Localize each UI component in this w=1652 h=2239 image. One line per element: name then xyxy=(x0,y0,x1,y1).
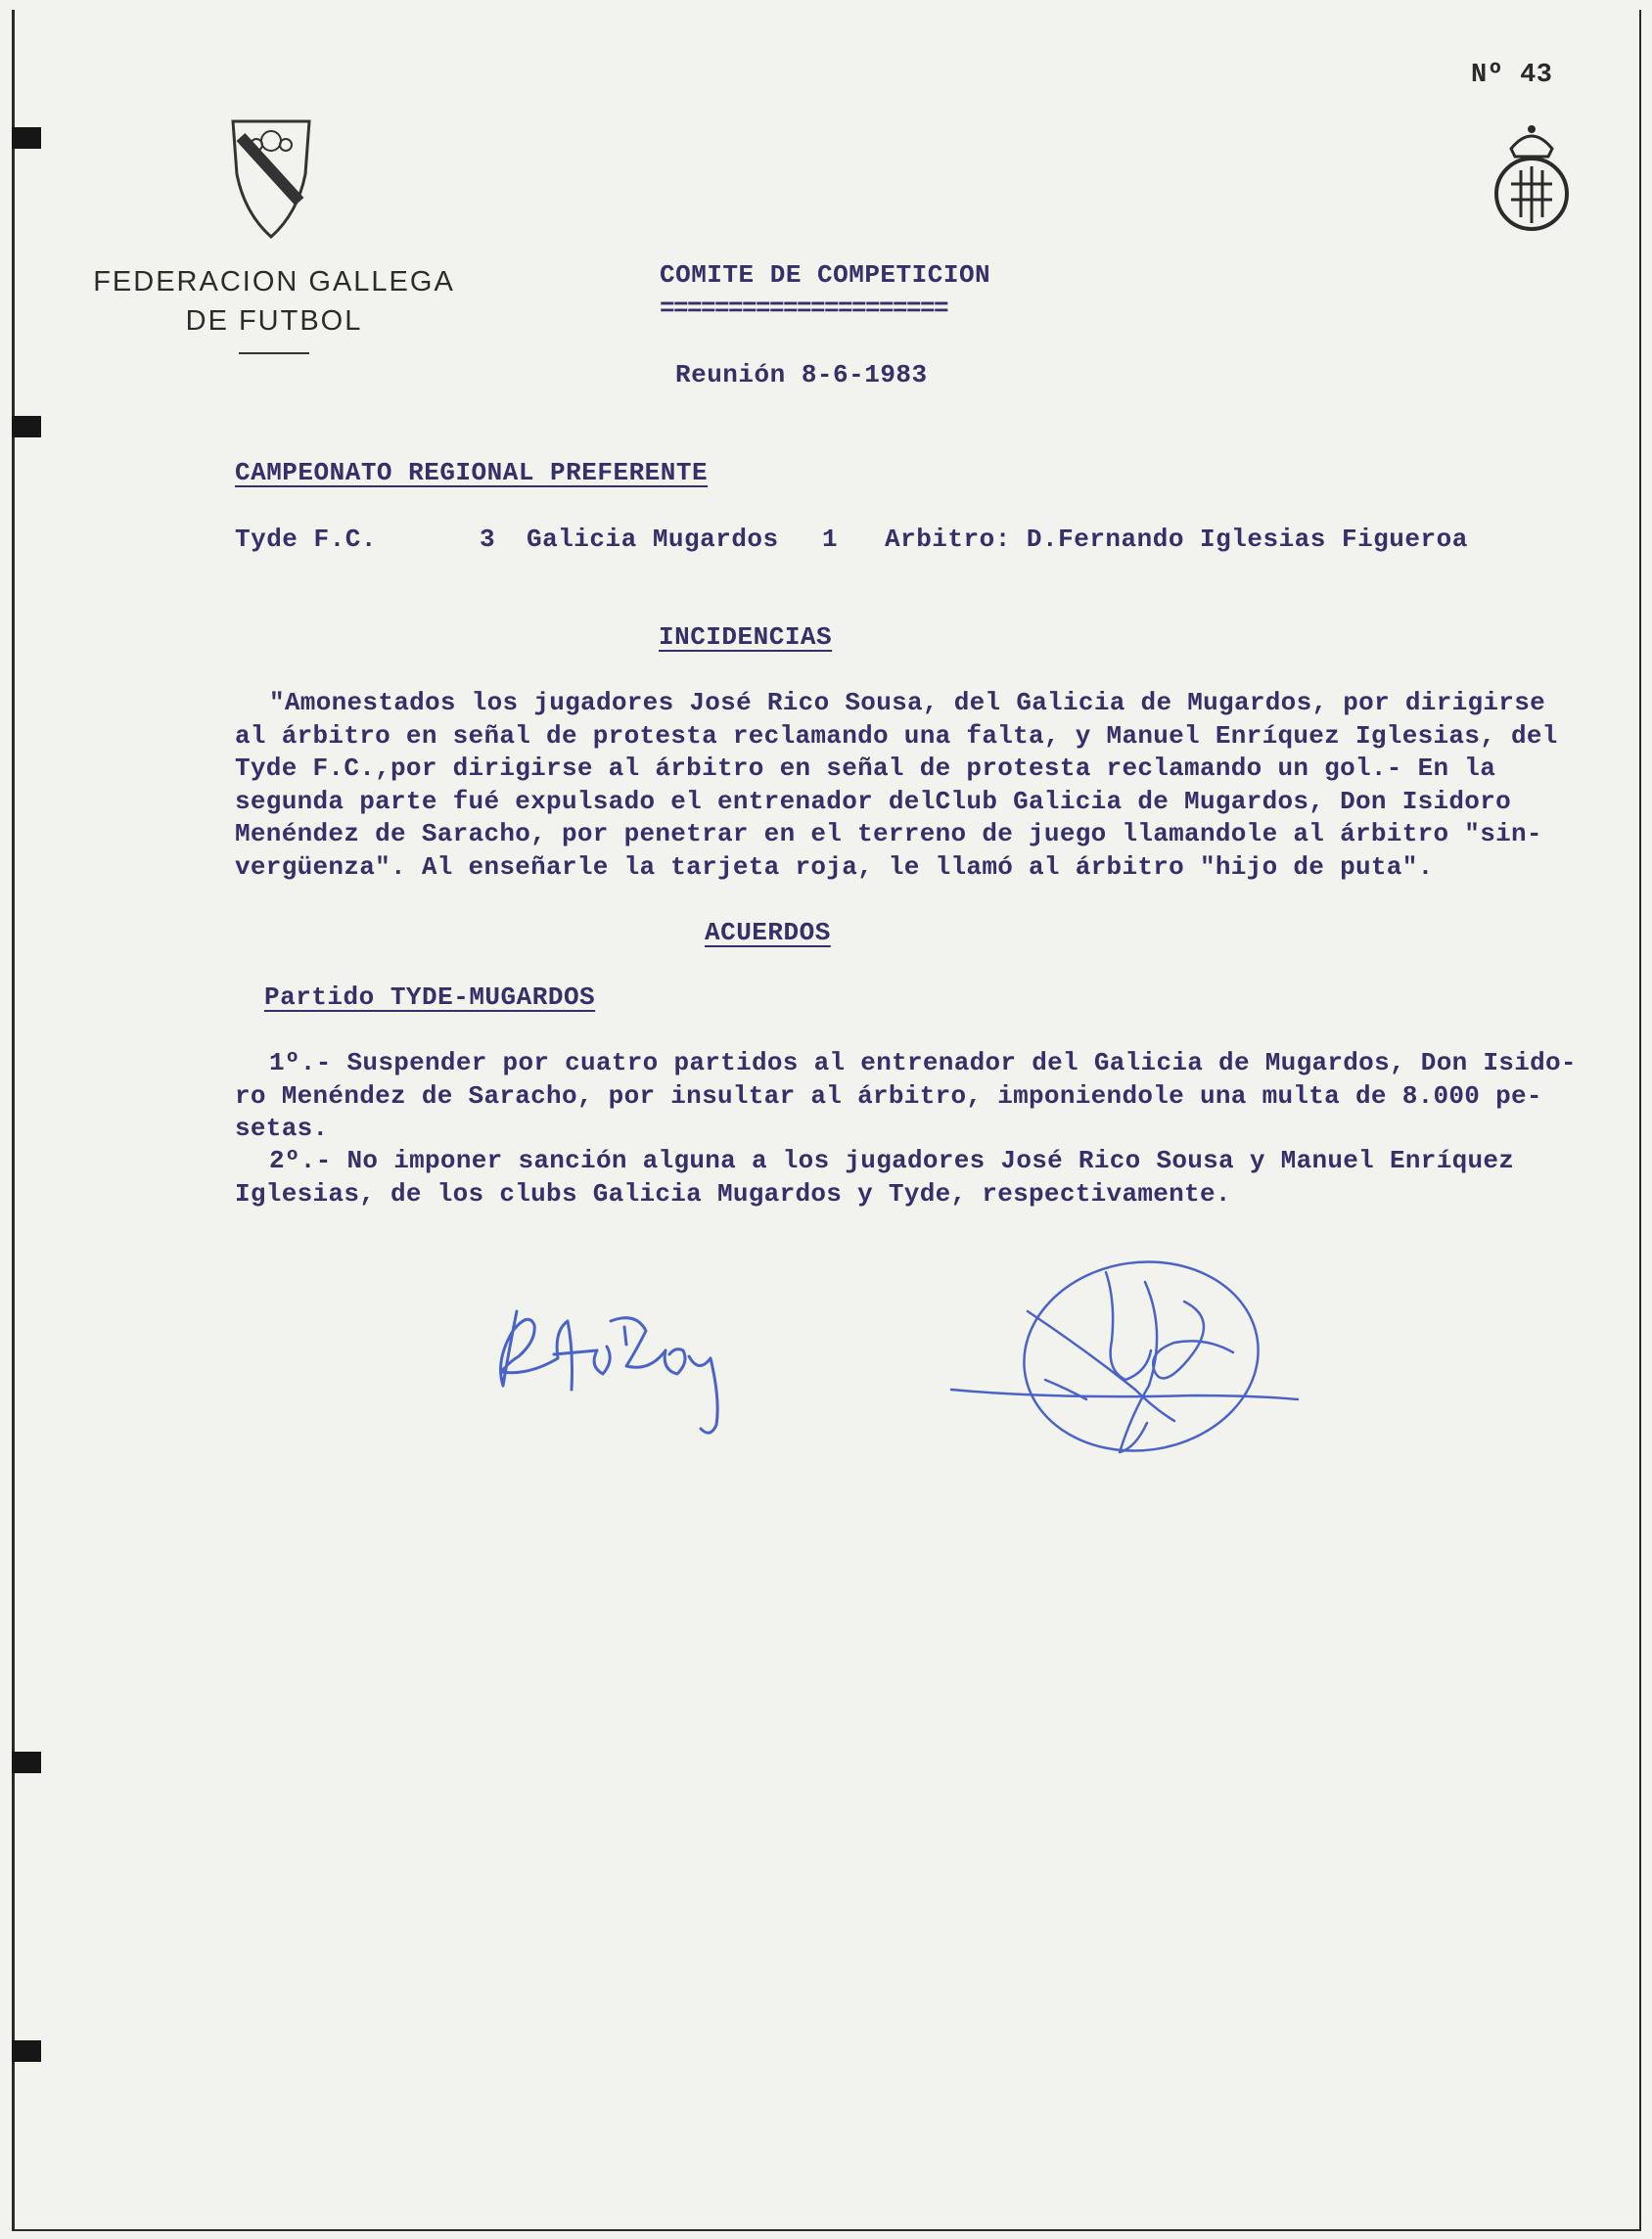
punch-mark xyxy=(12,416,41,437)
away-team: Galicia Mugardos xyxy=(527,525,779,554)
incidencias-line: Menéndez de Saracho, por penetrar en el terreno de juego llamandole al árbitro "sin- xyxy=(235,819,1542,848)
signature-right xyxy=(940,1243,1311,1478)
document-number: Nº 43 xyxy=(1471,61,1553,90)
federation-name xyxy=(69,262,480,341)
incidencias-line: segunda parte fué expulsado el entrenador delClub Galicia de Mugardos, Don Isidoro xyxy=(235,786,1512,816)
incidencias-line: vergüenza". Al enseñarle la tarjeta roja, le llamó al árbitro "hijo de puta". xyxy=(235,851,1434,882)
federation-line-1: FEDERACION GALLEGA xyxy=(93,266,455,297)
signature-left xyxy=(489,1292,783,1458)
royal-crown-crest-icon xyxy=(1490,119,1574,235)
incidencias-heading: INCIDENCIAS xyxy=(659,622,833,652)
resolution-line: setas. xyxy=(235,1114,329,1143)
incidencias-line: Tyde F.C.,por dirigirse al árbitro en señal de protesta reclamando un gol.- En la xyxy=(235,754,1496,783)
resolution-line: Iglesias, de los clubs Galicia Mugardos y Tyde, respectivamente. xyxy=(235,1178,1231,1209)
resolution-2 xyxy=(235,1145,1514,1211)
incidencias-paragraph xyxy=(235,687,1558,884)
committee-rule: ===================== xyxy=(660,294,948,323)
incidencias-line: "Amonestados los jugadores José Rico Sousa, del Galicia de Mugardos, por dirigirse xyxy=(269,688,1546,717)
championship-title: CAMPEONATO REGIONAL PREFERENTE xyxy=(235,458,709,487)
home-team: Tyde F.C. xyxy=(235,525,377,554)
resolution-1 xyxy=(235,1047,1577,1146)
resolution-line: 1º.- Suspender por cuatro partidos al entrenador del Galicia de Mugardos, Don Isido- xyxy=(269,1048,1577,1077)
federation-rule xyxy=(239,352,309,354)
punch-mark xyxy=(12,1752,41,1773)
meeting-date: Reunión 8-6-1983 xyxy=(675,360,928,389)
punch-mark xyxy=(12,127,41,149)
incidencias-line: al árbitro en señal de protesta reclamando una falta, y Manuel Enríquez Iglesias, del xyxy=(235,720,1558,751)
federation-line-2: DE FUTBOL xyxy=(185,305,363,337)
committee-title: COMITE DE COMPETICION xyxy=(660,260,991,290)
away-score: 1 xyxy=(822,525,839,554)
resolution-line: ro Menéndez de Saracho, por insultar al árbitro, imponiendole una multa de 8.000 pe- xyxy=(235,1080,1542,1111)
federation-crest-icon xyxy=(227,115,315,243)
home-score: 3 xyxy=(480,525,496,554)
referee: Arbitro: D.Fernando Iglesias Figueroa xyxy=(885,525,1468,554)
resolution-line: 2º.- No imponer sanción alguna a los jugadores José Rico Sousa y Manuel Enríquez xyxy=(269,1146,1515,1175)
match-subheading: Partido TYDE-MUGARDOS xyxy=(264,982,596,1012)
punch-mark xyxy=(12,2040,41,2062)
acuerdos-heading: ACUERDOS xyxy=(705,918,831,947)
